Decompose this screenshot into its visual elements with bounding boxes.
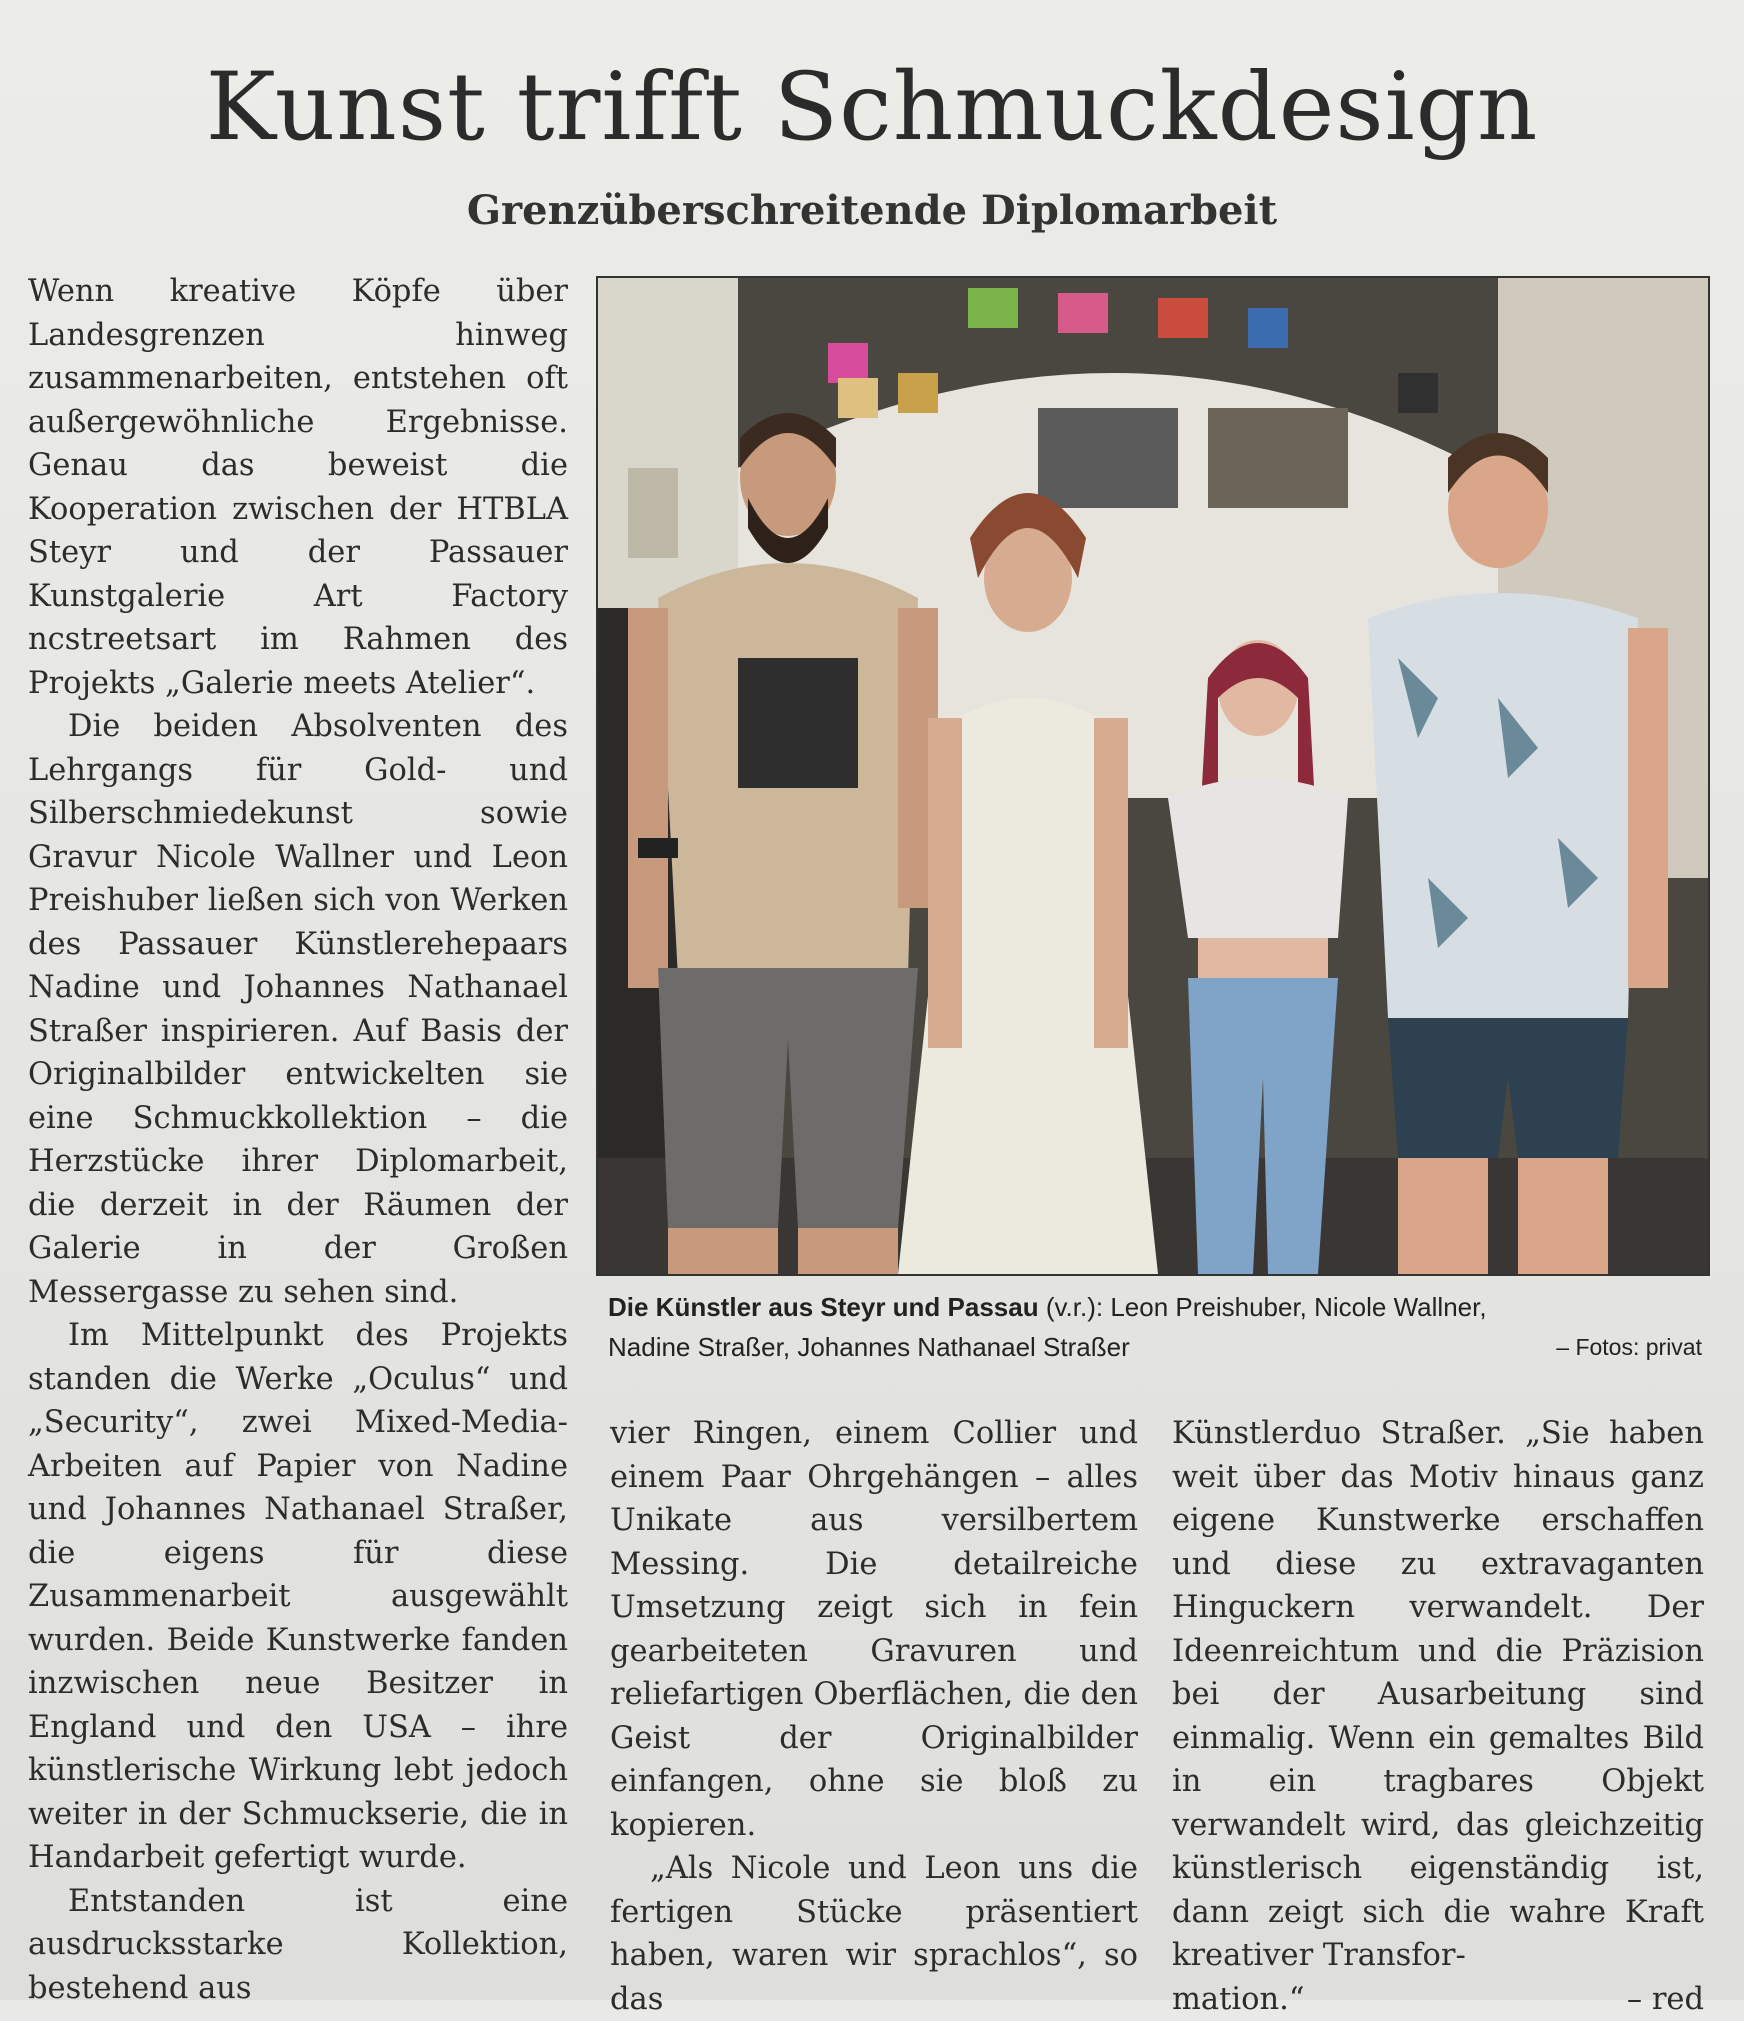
article-ending	[1172, 1978, 1704, 2021]
paragraph: Wenn kreative Köpfe über Landesgrenzen hinweg zusammenarbeiten, entstehen oft außergewöhnliche Ergebnisse. Genau das beweist die Kooperation zwischen der HTBLA Steyr und der Passauer Kunstgalerie Art Factory ncstreetsart im Rahmen des Projekts „Galerie meets Atelier“.	[28, 270, 568, 705]
paragraph: vier Ringen, einem Collier und einem Paar Ohrgehängen – alles Unikate aus versilbertem Messing. Die detailreiche Umsetzung zeigt sich in fein gearbeiteten Gravuren und reliefartigen Oberflächen, die den Geist der Originalbilder einfangen, ohne sie bloß zu kopieren.	[610, 1412, 1138, 1847]
author-signature: – red	[1627, 1978, 1704, 2021]
photo-caption	[608, 1287, 1706, 1367]
caption-bold: Die Künstler aus Steyr und Passau	[608, 1292, 1039, 1322]
photo-credit: – Fotos: privat	[1556, 1327, 1706, 1367]
headline: Kunst trifft Schmuckdesign	[0, 48, 1744, 168]
subheadline: Grenzüberschreitende Diplomarbeit	[0, 184, 1744, 238]
paragraph: Künstlerduo Straßer. „Sie haben weit über das Motiv hinaus ganz eigene Kunstwerke erschaffen und diese zu extravaganten Hinguckern verwandelt. Der Ideenreichtum und die Präzision bei der Ausarbeitung sind einmalig. Wenn ein gemaltes Bild in ein tragbares Objekt verwandelt wird, das gleichzeitig künstlerisch eigenständig ist, dann zeigt sich die wahre Kraft kreativer Transfor-	[1172, 1412, 1704, 1978]
article-column-3	[1172, 1412, 1704, 2021]
caption-line-2	[608, 1327, 1706, 1367]
last-word: mation.“	[1172, 1978, 1304, 2021]
article-column-1	[28, 270, 568, 2010]
paragraph: Im Mittelpunkt des Projekts standen die Werke „Oculus“ und „Security“, zwei Mixed-Media-Arbeiten auf Papier von Nadine und Johannes Nathanael Straßer, die eigens für diese Zusammenarbeit ausgewählt wurden. Beide Kunstwerke fanden inzwischen neue Besitzer in England und den USA – ihre künstlerische Wirkung lebt jedoch weiter in der Schmuckserie, die in Handarbeit gefertigt wurde.	[28, 1314, 568, 1880]
paragraph: Die beiden Absolventen des Lehrgangs für Gold- und Silberschmiedekunst sowie Gravur Nicole Wallner und Leon Preishuber ließen sich von Werken des Passauer Künstlerehepaars Nadine und Johannes Nathanael Straßer inspirieren. Auf Basis der Originalbilder entwickelten sie eine Schmuckkollektion – die Herzstücke ihrer Diplomarbeit, die derzeit in der Räumen der Galerie in der Großen Messergasse zu sehen sind.	[28, 705, 568, 1314]
article-column-2	[610, 1412, 1138, 2021]
article-photo	[596, 276, 1710, 1276]
caption-rest: (v.r.): Leon Preishuber, Nicole Wallner,	[1039, 1292, 1487, 1322]
paragraph: „Als Nicole und Leon uns die fertigen Stücke präsentiert haben, waren wir sprachlos“, so das	[610, 1847, 1138, 2021]
caption-names: Nadine Straßer, Johannes Nathanael Straßer	[608, 1327, 1130, 1367]
caption-line-1	[608, 1287, 1706, 1327]
paragraph: Entstanden ist eine ausdrucksstarke Kollektion, bestehend aus	[28, 1880, 568, 2011]
photo-illustration	[598, 278, 1708, 1274]
